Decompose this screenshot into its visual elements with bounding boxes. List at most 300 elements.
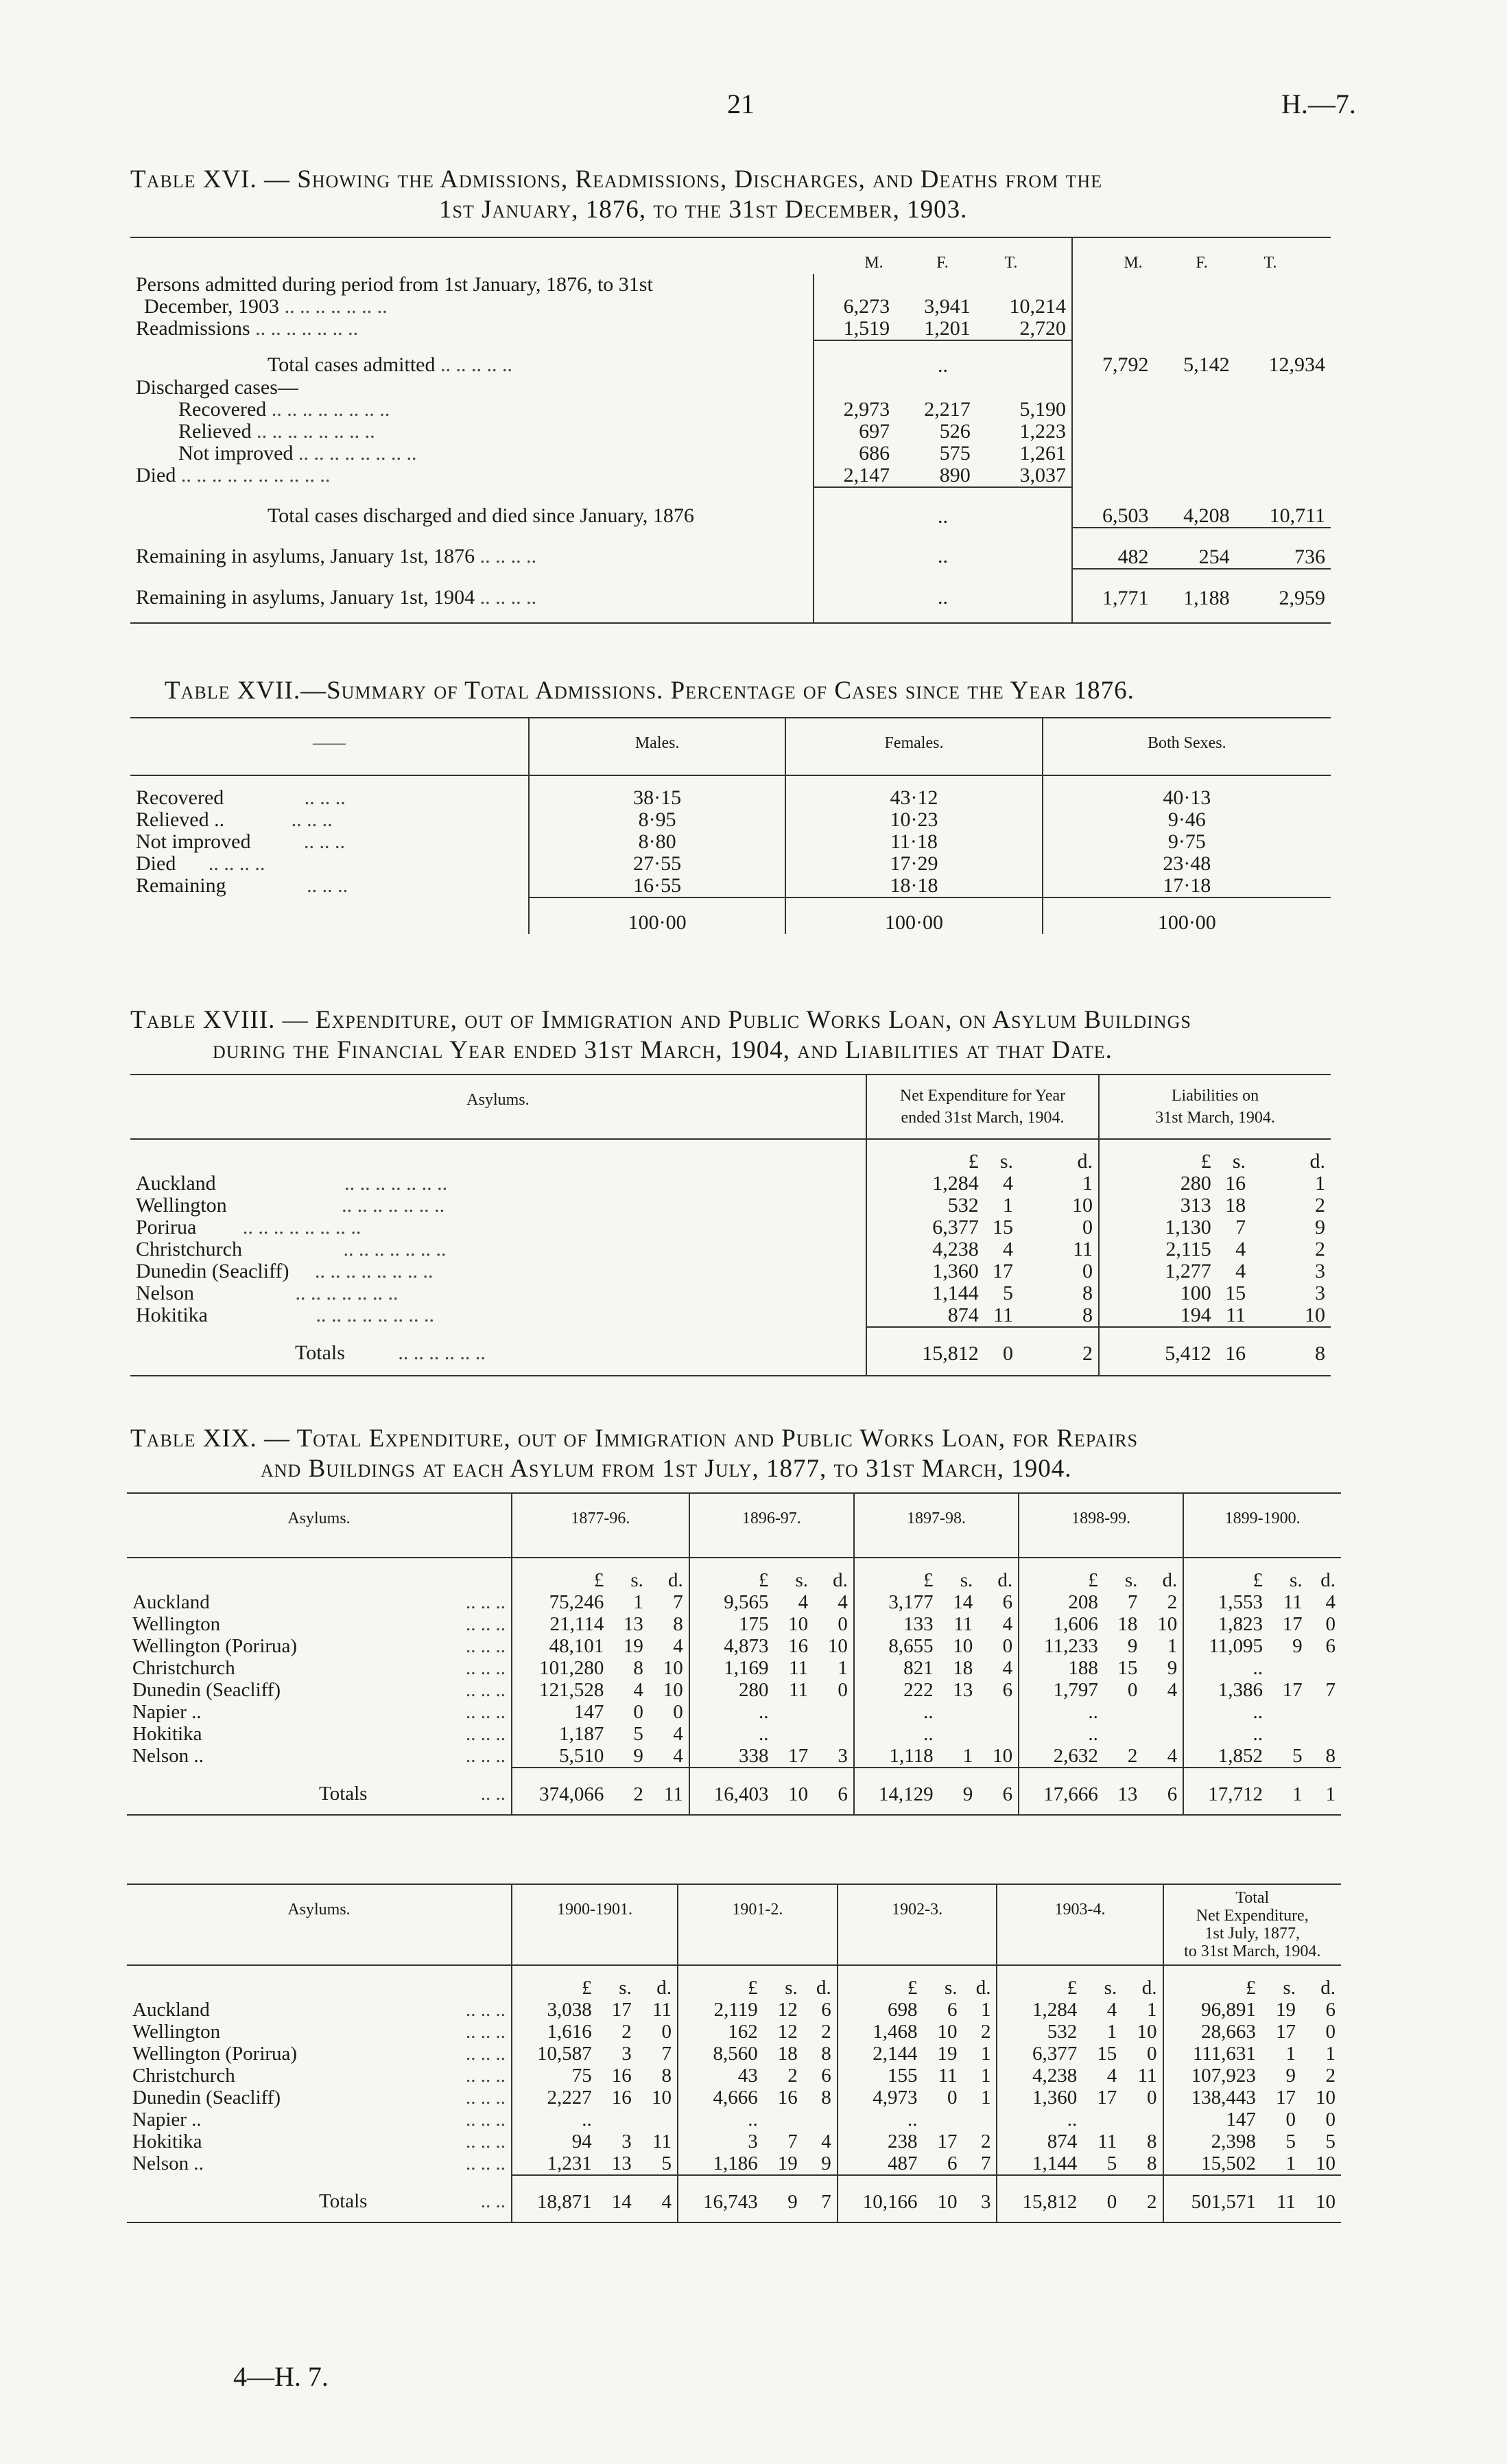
cell: 0 xyxy=(1285,2109,1296,2131)
total-cell: 17,712 xyxy=(1208,1783,1263,1805)
cell: 1,386 xyxy=(1218,1679,1263,1701)
table-16-caption xyxy=(130,165,1102,225)
cell: 6 xyxy=(1325,1635,1336,1657)
table-row: Auckland .. .. .. .. .. .. .. 1,284 4 1 280 16 1 xyxy=(130,1173,1331,1195)
cell: 11 xyxy=(1122,2065,1163,2087)
totals-row: Totals .. .. .. .. .. .. 15,812 0 2 5,412 16 8 xyxy=(130,1327,1331,1376)
table-row: Porirua .. .. .. .. .. .. .. .. 6,377 15 0 1,130 7 9 xyxy=(130,1217,1331,1239)
total-cell: 0 xyxy=(1106,2191,1117,2213)
cell: 19 xyxy=(623,1635,643,1657)
cell: 16 xyxy=(777,2087,798,2109)
total-cell: 14 xyxy=(611,2191,632,2213)
cell: 1,118 xyxy=(854,1745,939,1768)
cell: 13 xyxy=(953,1679,973,1701)
cell: 7,792 xyxy=(1102,353,1149,376)
cell: 5 xyxy=(1268,1745,1308,1768)
cell xyxy=(1143,1701,1183,1723)
cell xyxy=(1308,1701,1341,1723)
cell: 6 xyxy=(923,2152,962,2175)
cell: 1 xyxy=(1019,1173,1099,1195)
cell: 6,377 xyxy=(932,1216,979,1239)
row-label: Remaining in asylums, January 1st, 1876 xyxy=(136,545,475,567)
cell: 4 xyxy=(633,1679,643,1701)
cell: 6,503 xyxy=(1072,487,1154,528)
cell: 23·48 xyxy=(1163,852,1211,875)
cell: 3 xyxy=(748,2131,758,2152)
table-header: Asylums. xyxy=(127,1493,512,1558)
cell: 17 xyxy=(1282,1679,1303,1701)
cell: 10 xyxy=(953,1635,973,1657)
table-row: Nelson .. .. .. .. 1,231 13 5 1,186 19 9 487 6 7 1,144 5 8 15,502 1 10 xyxy=(127,2152,1341,2175)
cell: 101,280 xyxy=(539,1657,604,1679)
cell: 9 xyxy=(1143,1657,1183,1679)
cell: 0 xyxy=(1122,2087,1163,2109)
cell: 9 xyxy=(1285,2065,1296,2087)
row-label: Total cases admitted xyxy=(268,353,436,376)
cell: 11 xyxy=(984,1304,1019,1327)
cell: 121,528 xyxy=(539,1679,604,1701)
cell: 17 xyxy=(1282,1613,1303,1635)
cell: 1,144 xyxy=(932,1282,979,1304)
cell: 17 xyxy=(937,2131,958,2152)
cell: 1 xyxy=(814,1657,854,1679)
cell: 0 xyxy=(1019,1217,1099,1239)
cell: 9 xyxy=(1292,1635,1303,1657)
table-row: Nelson .. .. .. .. 5,510 9 4 338 17 3 1,118 1 10 2,632 2 4 1,852 5 8 xyxy=(127,1745,1341,1768)
cell: 10 xyxy=(1019,1195,1099,1217)
cell: 4 xyxy=(649,1635,689,1657)
cell: 2,147 xyxy=(814,465,895,487)
cell: 7 xyxy=(963,2152,997,2175)
cell: 0 xyxy=(814,1679,854,1701)
total-cell: 11 xyxy=(1277,2191,1296,2213)
cell: 0 xyxy=(1127,1679,1138,1701)
table-header: Net Expenditure for Year ended 31st March, 1904. xyxy=(866,1075,1099,1139)
cell: 3 xyxy=(1315,1282,1325,1304)
row-label: Dunedin (Seacliff) xyxy=(132,2087,281,2109)
cell: 3,941 xyxy=(924,295,971,318)
cell: 0 xyxy=(1325,1613,1336,1635)
cell: 2 xyxy=(621,2021,632,2043)
cell: 10 xyxy=(1251,1304,1331,1327)
cell: 1,360 xyxy=(1032,2087,1078,2109)
cell: 162 xyxy=(728,2021,758,2043)
cell: 5 xyxy=(633,1723,643,1745)
cell: 2,227 xyxy=(547,2087,592,2109)
cell: 133 xyxy=(903,1613,934,1635)
cell: 107,923 xyxy=(1191,2065,1256,2087)
cell: 1,284 xyxy=(932,1172,979,1195)
lsd-cell: s. xyxy=(795,1569,809,1591)
cell xyxy=(1122,2109,1163,2131)
cell: 10,214 xyxy=(976,296,1072,318)
cell xyxy=(814,1723,854,1745)
caption-line: during the Financial Year ended 31st March, 1904, and Liabilities at that Date. xyxy=(213,1036,1113,1064)
cell: 5 xyxy=(1285,2131,1296,2152)
cell xyxy=(597,2109,637,2131)
cell: 526 xyxy=(939,420,971,443)
table-header: 1900-1901. xyxy=(512,1884,678,1965)
table-header: Liabilities on 31st March, 1904. xyxy=(1155,1087,1275,1127)
row-label: Wellington (Porirua) xyxy=(132,1635,298,1657)
cell: 8 xyxy=(1019,1282,1099,1304)
cell: 9 xyxy=(609,1745,649,1768)
cell: 4 xyxy=(1235,1260,1246,1282)
cell: 0 xyxy=(947,2087,958,2109)
row-label: December, 1903 xyxy=(144,295,280,318)
cell: 16·55 xyxy=(529,875,785,897)
cell: 6 xyxy=(803,1999,838,2021)
table-header: Both Sexes. xyxy=(1147,734,1226,752)
cell: 0 xyxy=(1019,1260,1099,1282)
cell: 9,565 xyxy=(724,1591,769,1613)
cell: 1 xyxy=(963,2087,997,2109)
row-label: Hokitika xyxy=(136,1304,208,1326)
table-row: Dunedin (Seacliff) .. .. .. 121,528 4 10 280 11 0 222 13 6 1,797 0 4 1,386 17 7 xyxy=(127,1679,1341,1701)
table-row: Wellington (Porirua) .. .. .. 10,587 3 7 8,560 18 8 2,144 19 1 6,377 15 0 111,631 1 1 xyxy=(127,2043,1341,2065)
cell: 15 xyxy=(993,1216,1013,1239)
lsd-cell: £ xyxy=(759,1569,769,1591)
table-row xyxy=(130,897,1331,934)
cell: 6,377 xyxy=(1032,2043,1078,2065)
totals-label: Totals xyxy=(319,1783,368,1805)
cell: 7 xyxy=(1325,1679,1336,1701)
cell: 4,208 xyxy=(1154,487,1235,528)
cell: 94 xyxy=(571,2131,592,2152)
table-header: Males. xyxy=(529,718,785,775)
caption-line: 1st January, 1876, to the 31st December, 1903. xyxy=(439,196,968,224)
total-cell: 501,571 xyxy=(1191,2191,1256,2213)
cell: 1,130 xyxy=(1165,1216,1211,1239)
table-header: 1899-1900. xyxy=(1224,1510,1301,1527)
cell: 0 xyxy=(814,1613,854,1635)
cell: 2 xyxy=(803,2021,838,2043)
row-label: Dunedin (Seacliff) xyxy=(132,1679,281,1701)
cell: 17 xyxy=(1275,2087,1296,2109)
cell: 38·15 xyxy=(529,787,785,809)
lsd-cell: d. xyxy=(1143,1569,1183,1591)
cell: .. xyxy=(814,528,1072,569)
cell: 4 xyxy=(1106,1999,1117,2021)
table-row: Hokitika .. .. .. 94 3 11 3 7 4 238 17 2 874 11 8 2,398 5 5 xyxy=(127,2131,1341,2152)
cell: 4,666 xyxy=(713,2087,758,2109)
cell: 8 xyxy=(1122,2152,1163,2175)
cell: 18 xyxy=(953,1657,973,1679)
cell: 96,891 xyxy=(1201,1999,1256,2021)
cell: 1,771 xyxy=(1102,587,1149,609)
row-label: Relieved .. xyxy=(136,808,225,831)
table-row: Wellington .. .. .. 21,114 13 8 175 10 0 133 11 4 1,606 18 10 1,823 17 0 xyxy=(127,1613,1341,1635)
cell: 280 xyxy=(1180,1172,1211,1195)
table-row: Wellington .. .. .. 1,616 2 0 162 12 2 1,468 10 2 532 1 10 28,663 17 0 xyxy=(127,2021,1341,2043)
lsd-cell: d. xyxy=(803,1977,838,1999)
row-label: Auckland xyxy=(132,1999,210,2021)
cell: 4 xyxy=(649,1745,689,1768)
table-19-part-2-body xyxy=(127,1965,1341,2222)
table-header: 1903-4. xyxy=(997,1884,1163,1965)
cell: 28,663 xyxy=(1201,2021,1256,2043)
cell: .. xyxy=(923,1723,934,1745)
page-number: 21 xyxy=(727,89,755,119)
total-cell: 7 xyxy=(803,2175,838,2222)
table-header: Total Net Expenditure, 1st July, 1877, to 31st March, 1904. xyxy=(1184,1889,1321,1960)
table-16 xyxy=(130,237,1331,624)
table-row xyxy=(130,377,1331,399)
cell: 254 xyxy=(1154,528,1235,569)
table-row: Readmissions .. .. .. .. .. .. .. 1,519 1,201 2,720 xyxy=(130,318,1331,340)
cell: 11,233 xyxy=(1044,1635,1098,1657)
cell: 1,144 xyxy=(997,2152,1082,2175)
table-header: 1898-99. xyxy=(1019,1493,1183,1558)
cell: 2,398 xyxy=(1211,2131,1256,2152)
cell: .. xyxy=(759,1723,769,1745)
cell: 155 xyxy=(887,2065,918,2087)
caption-line: Table XVI. — Showing the Admissions, Readmissions, Discharges, and Deaths from the xyxy=(130,165,1103,193)
cell: 338 xyxy=(689,1745,774,1768)
cell: 736 xyxy=(1235,528,1331,569)
cell: 2 xyxy=(963,2021,997,2043)
cell: 575 xyxy=(939,442,971,465)
cell: 10 xyxy=(1122,2021,1163,2043)
cell: 487 xyxy=(838,2152,923,2175)
cell: 15 xyxy=(1117,1657,1138,1679)
total-cell: 100·00 xyxy=(1157,911,1216,934)
row-label: Auckland xyxy=(136,1172,216,1195)
cell xyxy=(923,2109,962,2131)
total-cell: 18,871 xyxy=(536,2191,592,2213)
lsd-cell: s. xyxy=(944,1977,958,1999)
cell: 7 xyxy=(637,2043,678,2065)
cell: 3 xyxy=(1315,1260,1325,1282)
page-reference: H.—7. xyxy=(1281,89,1356,119)
row-label: Wellington xyxy=(136,1194,227,1217)
cell: 686 xyxy=(859,442,890,465)
cell xyxy=(939,1723,979,1745)
row-label: Persons admitted during period from 1st January, 1876, to 31st xyxy=(136,273,653,296)
cell: 75 xyxy=(571,2065,592,2087)
row-label: Christchurch xyxy=(136,1238,242,1260)
table-row: Not improved .. .. .. .. .. .. .. .. 686 575 1,261 xyxy=(130,443,1331,465)
cell: 10 xyxy=(1301,2152,1341,2175)
cell: 1 xyxy=(963,2043,997,2065)
lsd-cell: d. xyxy=(1320,1977,1336,1999)
cell: 1,852 xyxy=(1183,1745,1268,1768)
cell: 1,360 xyxy=(932,1260,979,1282)
table-row: Christchurch .. .. .. .. .. .. .. 4,238 4 11 2,115 4 2 xyxy=(130,1239,1331,1260)
row-label: Wellington xyxy=(132,1613,221,1635)
cell: 1,186 xyxy=(678,2152,763,2175)
caption-line: Table XVIII. — Expenditure, out of Immigration and Public Works Loan, on Asylum Buildings xyxy=(130,1006,1191,1034)
cell: 4 xyxy=(978,1613,1019,1635)
table-row: Wellington .. .. .. .. .. .. .. 532 1 10 313 18 2 xyxy=(130,1195,1331,1217)
table-row: Auckland .. .. .. 3,038 17 11 2,119 12 6 698 6 1 1,284 4 1 96,891 19 6 xyxy=(127,1999,1341,2021)
row-label: Remaining in asylums, January 1st, 1904 xyxy=(136,586,475,609)
cell: .. xyxy=(582,2109,592,2131)
table-header: 1896-97. xyxy=(689,1493,854,1558)
cell: .. xyxy=(759,1701,769,1723)
cell: 11 xyxy=(789,1679,809,1701)
cell: 8 xyxy=(1019,1304,1099,1327)
cell: 2,115 xyxy=(1165,1238,1211,1260)
cell: 5,510 xyxy=(512,1745,609,1768)
cell: 3,037 xyxy=(976,465,1072,487)
cell xyxy=(1268,1723,1308,1745)
total-cell: 10 xyxy=(1316,2191,1336,2213)
total-cell: 374,066 xyxy=(539,1783,604,1805)
cell: 5 xyxy=(1082,2152,1122,2175)
cell: 1 xyxy=(1285,2043,1296,2065)
cell: 15,502 xyxy=(1163,2152,1261,2175)
cell: 12,934 xyxy=(1268,353,1325,376)
cell: 208 xyxy=(1068,1591,1098,1613)
cell: 8 xyxy=(637,2065,678,2087)
cell: 10 xyxy=(978,1745,1019,1768)
cell: 11 xyxy=(637,2131,678,2152)
table-row: Dunedin (Seacliff) .. .. .. 2,227 16 10 4,666 16 8 4,973 0 1 1,360 17 0 138,443 17 10 xyxy=(127,2087,1341,2109)
cell: 7 xyxy=(649,1591,689,1613)
lsd-cell: d. xyxy=(1122,1977,1163,1999)
row-label: Auckland xyxy=(132,1591,210,1613)
cell: 2 xyxy=(1315,1238,1325,1260)
lsd-cell: £ xyxy=(907,1977,918,1999)
cell: 7 xyxy=(787,2131,798,2152)
cell: .. xyxy=(748,2109,758,2131)
cell: 3 xyxy=(621,2131,632,2152)
total-cell: 0 xyxy=(1003,1342,1013,1365)
lsd-cell: £ xyxy=(1088,1569,1098,1591)
total-cell: 100·00 xyxy=(785,897,1042,934)
lsd-cell: d. xyxy=(649,1569,689,1591)
cell: 4 xyxy=(814,1591,854,1613)
cell: 1 xyxy=(939,1745,979,1768)
cell: 0 xyxy=(1325,2021,1336,2043)
cell xyxy=(803,2109,838,2131)
cell: 5,190 xyxy=(976,399,1072,421)
cell: 2,720 xyxy=(976,318,1072,340)
cell: 1 xyxy=(1122,1999,1163,2021)
row-label: Christchurch xyxy=(132,1657,235,1679)
cell: 3,177 xyxy=(888,1591,934,1613)
table-header: 1877-96. xyxy=(512,1493,689,1558)
cell: 11 xyxy=(938,2065,958,2087)
cell: 10 xyxy=(937,2021,958,2043)
cell: 10 xyxy=(1316,2087,1336,2109)
lsd-cell: s. xyxy=(1104,1977,1117,1999)
cell xyxy=(1104,1723,1143,1745)
lsd-row xyxy=(127,1977,1341,1999)
table-row: Died .. .. .. .. .. .. .. .. .. .. 2,147 890 3,037 xyxy=(130,465,1331,487)
cell: 2,119 xyxy=(713,1999,758,2021)
total-cell: 15,812 xyxy=(922,1342,979,1365)
lsd-cell: d. xyxy=(978,1569,1019,1591)
lsd-cell: d. xyxy=(963,1977,997,1999)
cell: 16 xyxy=(788,1635,809,1657)
totals-row: Totals .. .. 374,066 2 11 16,403 10 6 14,129 9 6 17,666 13 6 17,712 1 1 xyxy=(127,1768,1341,1815)
cell: 10 xyxy=(814,1635,854,1657)
total-cell: 1 xyxy=(1292,1783,1303,1805)
cell: .. xyxy=(1088,1723,1098,1745)
cell: 111,631 xyxy=(1192,2043,1256,2065)
cell: 11 xyxy=(789,1657,809,1679)
totals-label: Totals xyxy=(319,2190,368,2212)
cell: 10 xyxy=(649,1657,689,1679)
cell xyxy=(978,1723,1019,1745)
cell: 2,959 xyxy=(1279,587,1325,609)
cell: 9 xyxy=(1127,1635,1138,1657)
row-label: Wellington xyxy=(132,2021,221,2043)
table-header: 1897-98. xyxy=(854,1493,1019,1558)
caption-line: and Buildings at each Asylum from 1st July, 1877, to 31st March, 1904. xyxy=(261,1455,1072,1483)
cell: 2,217 xyxy=(924,398,971,421)
cell: .. xyxy=(814,340,1072,377)
lsd-cell: s. xyxy=(1290,1569,1303,1591)
cell: .. xyxy=(814,487,1072,528)
table-19-caption xyxy=(130,1424,1138,1484)
total-cell: 10,166 xyxy=(862,2191,918,2213)
cell: 4,973 xyxy=(873,2087,918,2109)
cell: 1 xyxy=(1003,1194,1013,1217)
table-18 xyxy=(130,1074,1331,1376)
total-cell: 6 xyxy=(814,1768,854,1815)
cell: 1,223 xyxy=(976,421,1072,443)
cell: 1 xyxy=(1143,1635,1183,1657)
row-label: Nelson xyxy=(136,1282,194,1304)
cell: 10,587 xyxy=(536,2043,592,2065)
total-cell: 9 xyxy=(787,2191,798,2213)
cell: 222 xyxy=(903,1679,934,1701)
total-cell: 17,666 xyxy=(1043,1783,1098,1805)
cell: 8·95 xyxy=(529,809,785,831)
table-row: Remaining in asylums, January 1st, 1876 .. .. .. .. .. 482 254 736 xyxy=(130,528,1331,569)
total-cell: 11 xyxy=(649,1768,689,1815)
cell: 11 xyxy=(953,1613,973,1635)
table-header: 1901-2. xyxy=(678,1884,838,1965)
table-header: M. F. T. xyxy=(1124,254,1277,272)
cell: 194 xyxy=(1099,1304,1217,1327)
cell: 17 xyxy=(993,1260,1013,1282)
cell: 17·29 xyxy=(785,853,1042,875)
cell: 17 xyxy=(1097,2087,1117,2109)
cell: 4 xyxy=(1235,1238,1246,1260)
cell: 4,873 xyxy=(724,1635,769,1657)
cell: 8 xyxy=(1308,1745,1341,1768)
cell: 1 xyxy=(963,1999,997,2021)
cell xyxy=(774,1701,814,1723)
cell: 1,201 xyxy=(895,318,976,340)
cell: 1,553 xyxy=(1218,1591,1263,1613)
cell: 3,038 xyxy=(547,1999,592,2021)
cell: 698 xyxy=(887,1999,918,2021)
cell: 1 xyxy=(1106,2021,1117,2043)
cell: 1 xyxy=(1325,2043,1336,2065)
cell: 8 xyxy=(649,1613,689,1635)
cell: .. xyxy=(814,569,1072,623)
total-cell: 9 xyxy=(962,1783,973,1805)
cell: 6 xyxy=(947,1999,958,2021)
row-label: Porirua xyxy=(136,1216,197,1239)
cell: 1,616 xyxy=(547,2021,592,2043)
cell: 2 xyxy=(1325,2065,1336,2087)
lsd-cell: d. xyxy=(1320,1569,1336,1591)
table-row: Napier .. .. .. .. 147 0 0 .. .. .. .. xyxy=(127,1701,1341,1723)
table-19-part-1-body xyxy=(127,1558,1341,1815)
cell: 9 xyxy=(1315,1216,1325,1239)
cell xyxy=(814,1701,854,1723)
table-row: December, 1903 .. .. .. .. .. .. .. 6,273 3,941 10,214 xyxy=(130,296,1331,318)
table-row: Relieved .. .. .. .. .. .. .. .. 697 526 1,223 xyxy=(130,421,1331,443)
row-label: Hokitika xyxy=(132,1723,202,1745)
total-cell: 6 xyxy=(978,1768,1019,1815)
